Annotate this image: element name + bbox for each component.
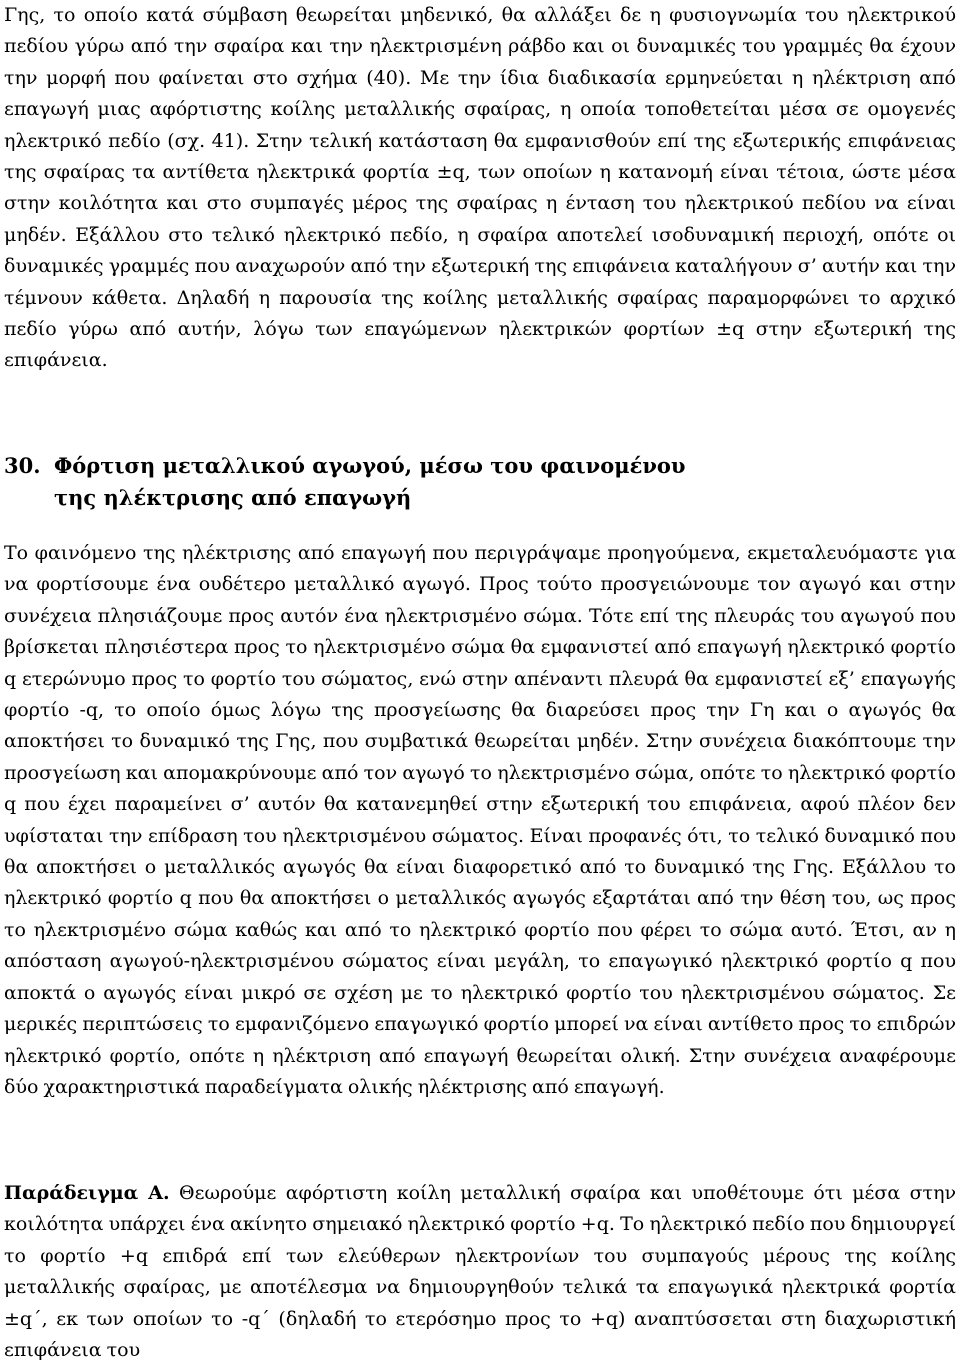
example-text: Θεωρούμε αφόρτιστη κοίλη μεταλλική σφαίρα και υποθέτουμε ότι μέσα στην κοιλότητα υπάρχει ένα ακίνητο σημειακό ηλεκτρικό φορτίο +q. Το ηλεκτρικό πεδίο που δημιουργεί το φορτίο +q επιδρά επί των ελεύθερων ηλεκτρονίων του συμπαγούς μέρους της κοίλης μεταλλικής σφαίρας, με αποτέλεσμα να δημιουργηθούν τελικά τα επαγωγικά ηλεκτρικά φορτία ±q΄, εκ των οποίων το -q΄ (δηλαδή το ετερόσημο προς το +q) αναπτύσσεται στη διαχωριστική επιφάνεια του (4, 1182, 957, 1362)
section-title-line2: της ηλέκτρισης από επαγωγή (54, 485, 412, 510)
main-paragraph: Το φαινόμενο της ηλέκτρισης από επαγωγή που περιγράψαμε προηγούμενα, εκμεταλευόμαστε για να φορτίσουμε ένα ουδέτερο μεταλλικό αγωγό. Προς τούτο προσγειώνουμε τον αγωγό και στην συνέχεια πλησιάζουμε προς αυτόν ένα ηλεκτρισμένο σώμα. Τότε επί της πλευράς του αγωγού που βρίσκεται πλησιέστερα προς το ηλεκτρισμένο σώμα θα εμφανιστεί από επαγωγή ηλεκτρικό φορτίο q ετερώνυμο προς το φορτίο του σώματος, ενώ στην απέναντι πλευρά θα εμφανιστεί εξ’ επαγωγής φορτίο -q, το οποίο όμως λόγω της προσγείωσης θα διαρεύσει προς την Γη και ο αγωγός θα αποκτήσει το δυναμικό της Γης, που συμβατικά θεωρείται μηδέν. Στην συνέχεια διακόπτουμε την προσγείωση και απομακρύνουμε από τον αγωγό το ηλεκτρισμένο σώμα, οπότε το ηλεκτρικό φορτίο q που έχει παραμείνει σ’ αυτόν θα κατανεμηθεί στην εξωτερική του επιφάνεια, αφού πλέον δεν υφίσταται την επίδραση του ηλεκτρισμένου σώματος. Είναι προφανές ότι, το τελικό δυναμικό που θα αποκτήσει ο μεταλλικός αγωγός θα είναι διαφορετικό από το δυναμικό της Γης. Εξάλλου το ηλεκτρικό φορτίο q που θα αποκτήσει ο μεταλλικός αγωγός εξαρτάται από την θέση του, ως προς το ηλεκτρισμένο σώμα καθώς και από το ηλεκτρικό φορτίο που φέρει το σώμα αυτό. Έτσι, αν η απόσταση αγωγού-ηλεκτρισμένου σώματος είναι μεγάλη, το επαγωγικό ηλεκτρικό φορτίο q που αποκτά ο αγωγός είναι μικρό σε σχέση με το ηλεκτρικό φορτίο του ηλεκτρισμένου σώματος. Σε μερικές περιπτώσεις το εμφανιζόμενο επαγωγικό φορτίο μπορεί να είναι αντίθετο προς το επιδρών ηλεκτρικό φορτίο, οπότε η ηλέκτριση από επαγωγή θεωρείται ολική. Στην συνέχεια αναφέρουμε δύο χαρακτηριστικά παραδείγματα ολικής ηλέκτρισης από επαγωγή. (4, 542, 956, 1098)
section-number: 30. (4, 453, 41, 478)
example-paragraph (4, 1178, 956, 1366)
intro-paragraph: Γης, το οποίο κατά σύμβαση θεωρείται μηδενικό, θα αλλάξει δε η φυσιογνωμία του ηλεκτρικού πεδίου γύρω από την σφαίρα και την ηλεκτρισμένη ράβδο και οι δυναμικές του γραμμές θα έχουν την μορφή που φαίνεται στο σχήμα (40). Με την ίδια διαδικασία ερμηνεύεται η ηλέκτριση από επαγωγή μιας αφόρτιστης κοίλης μεταλλικής σφαίρας, η οποία τοποθετείται μέσα σε ομογενές ηλεκτρικό πεδίο (σχ. 41). Στην τελική κατάσταση θα εμφανισθούν επί της εξωτερικής επιφάνειας της σφαίρας τα αντίθετα ηλεκτρικά φορτία ±q, των οποίων η κατανομή είναι τέτοια, ώστε μέσα στην κοιλότητα και στο συμπαγές μέρος της σφαίρας η ένταση του ηλεκτρικού πεδίου να είναι μηδέν. Εξάλλου στο τελικό ηλεκτρικό πεδίο, η σφαίρα αποτελεί ισοδυναμική περιοχή, οπότε οι δυναμικές γραμμές που αναχωρούν από την εξωτερική της επιφάνεια καταλήγουν σ’ αυτήν και την τέμνουν κάθετα. Δηλαδή η παρουσία της κοίλης μεταλλικής σφαίρας παραμορφώνει το αρχικό πεδίο γύρω από αυτήν, λόγω των επαγώμενων ηλεκτρικών φορτίων ±q στην εξωτερική της επιφάνεια. (4, 4, 956, 372)
example-label: Παράδειγμα Α. (4, 1182, 170, 1204)
section-heading (4, 450, 956, 514)
section-title-line1: Φόρτιση μεταλλικού αγωγού, μέσω του φαινομένου (54, 453, 686, 478)
